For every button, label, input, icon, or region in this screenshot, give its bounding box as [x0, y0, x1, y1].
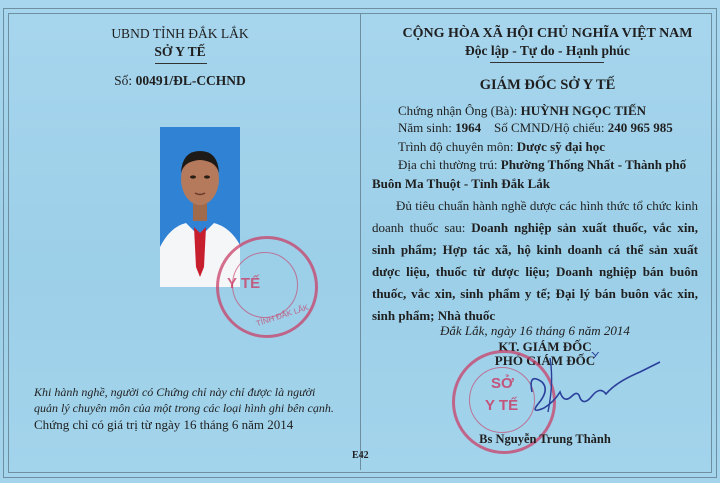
place-and-date: Đắk Lắk, ngày 16 tháng 6 năm 2014 [440, 323, 630, 338]
signatory-title: PHÓ GIÁM ĐỐC [494, 353, 596, 368]
signer-name: Bs Nguyễn Trung Thành [479, 432, 611, 446]
id-number-value: 240 965 985 [607, 120, 673, 135]
address-value-line2: Buôn Ma Thuột - Tỉnh Đắk Lắk [372, 176, 550, 191]
issuing-department: SỞ Y TẾ [154, 44, 206, 59]
holder-name-row [398, 103, 646, 119]
handwritten-signature [520, 352, 670, 432]
motto-underline [490, 62, 604, 63]
address-label: Địa chỉ thường trú: [398, 157, 501, 172]
address-value-line1: Phường Thống Nhất - Thành phố [500, 157, 687, 172]
practice-scope-label: Đủ tiêu chuẩn hành nghề dược các hình thức tổ chức kinh doanh thuốc sau: [372, 198, 698, 235]
national-motto: Độc lập - Tự do - Hạnh phúc [464, 43, 631, 58]
id-number-row [494, 120, 673, 136]
qualification-row [398, 139, 605, 155]
address-row [398, 157, 686, 173]
validity-statement: Chứng chỉ có giá trị từ ngày 16 tháng 6 năm 2014 [34, 417, 294, 432]
birth-year-label: Năm sinh: [398, 120, 456, 135]
id-number-label: Số CMND/Hộ chiếu: [494, 120, 608, 135]
practice-scope [372, 195, 698, 327]
usage-note: Khi hành nghề, người có Chứng chỉ này chỉ được là người quản lý chuyên môn của một trong các loại hình ghi bên cạnh. [34, 385, 334, 415]
seal-small-text: TỈNH ĐẮK LẮK [254, 302, 310, 329]
birth-year-value: 1964 [455, 120, 482, 135]
holder-name-value: HUỲNH NGỌC TIẾN [520, 103, 647, 118]
certificate-number-label: Số: [114, 73, 136, 88]
holder-name-label: Chứng nhận Ông (Bà): [398, 103, 521, 118]
birth-year-row [398, 120, 481, 136]
qualification-label: Trình độ chuyên môn: [398, 139, 517, 154]
form-code: E42 [352, 450, 369, 461]
country-header: CỘNG HÒA XÃ HỘI CHỦ NGHĨA VIỆT NAM [402, 26, 693, 41]
qualification-value: Dược sỹ đại học [516, 139, 606, 154]
center-divider [360, 14, 361, 470]
official-seal-left [216, 236, 318, 338]
certificate-number [90, 73, 270, 89]
issuing-agency: UBND TỈNH ĐẮK LẮK [111, 26, 249, 41]
department-underline [155, 63, 207, 64]
certificate-number-value: 00491/ĐL-CCHND [135, 73, 246, 88]
certificate-heading: GIÁM ĐỐC SỞ Y TẾ [479, 77, 616, 93]
practice-scope-value: Doanh nghiệp sản xuất thuốc, vắc xin, sinh phẩm; Hợp tác xã, hộ kinh doanh cá thể sản xuất dược liệu, thuốc từ dược liệu; Doanh nghiệp bán buôn thuốc, vắc xin, sinh phẩm y tế; Đại lý bán buôn vắc xin, sinh phẩm; Nhà thuốc [372, 220, 698, 323]
seal-text-line1: SỞ [491, 375, 514, 392]
seal-text-line2: Y TẾ [485, 397, 519, 414]
seal-text: Y TẾ [227, 275, 261, 292]
signatory-authority: KT. GIÁM ĐỐC [498, 339, 592, 354]
